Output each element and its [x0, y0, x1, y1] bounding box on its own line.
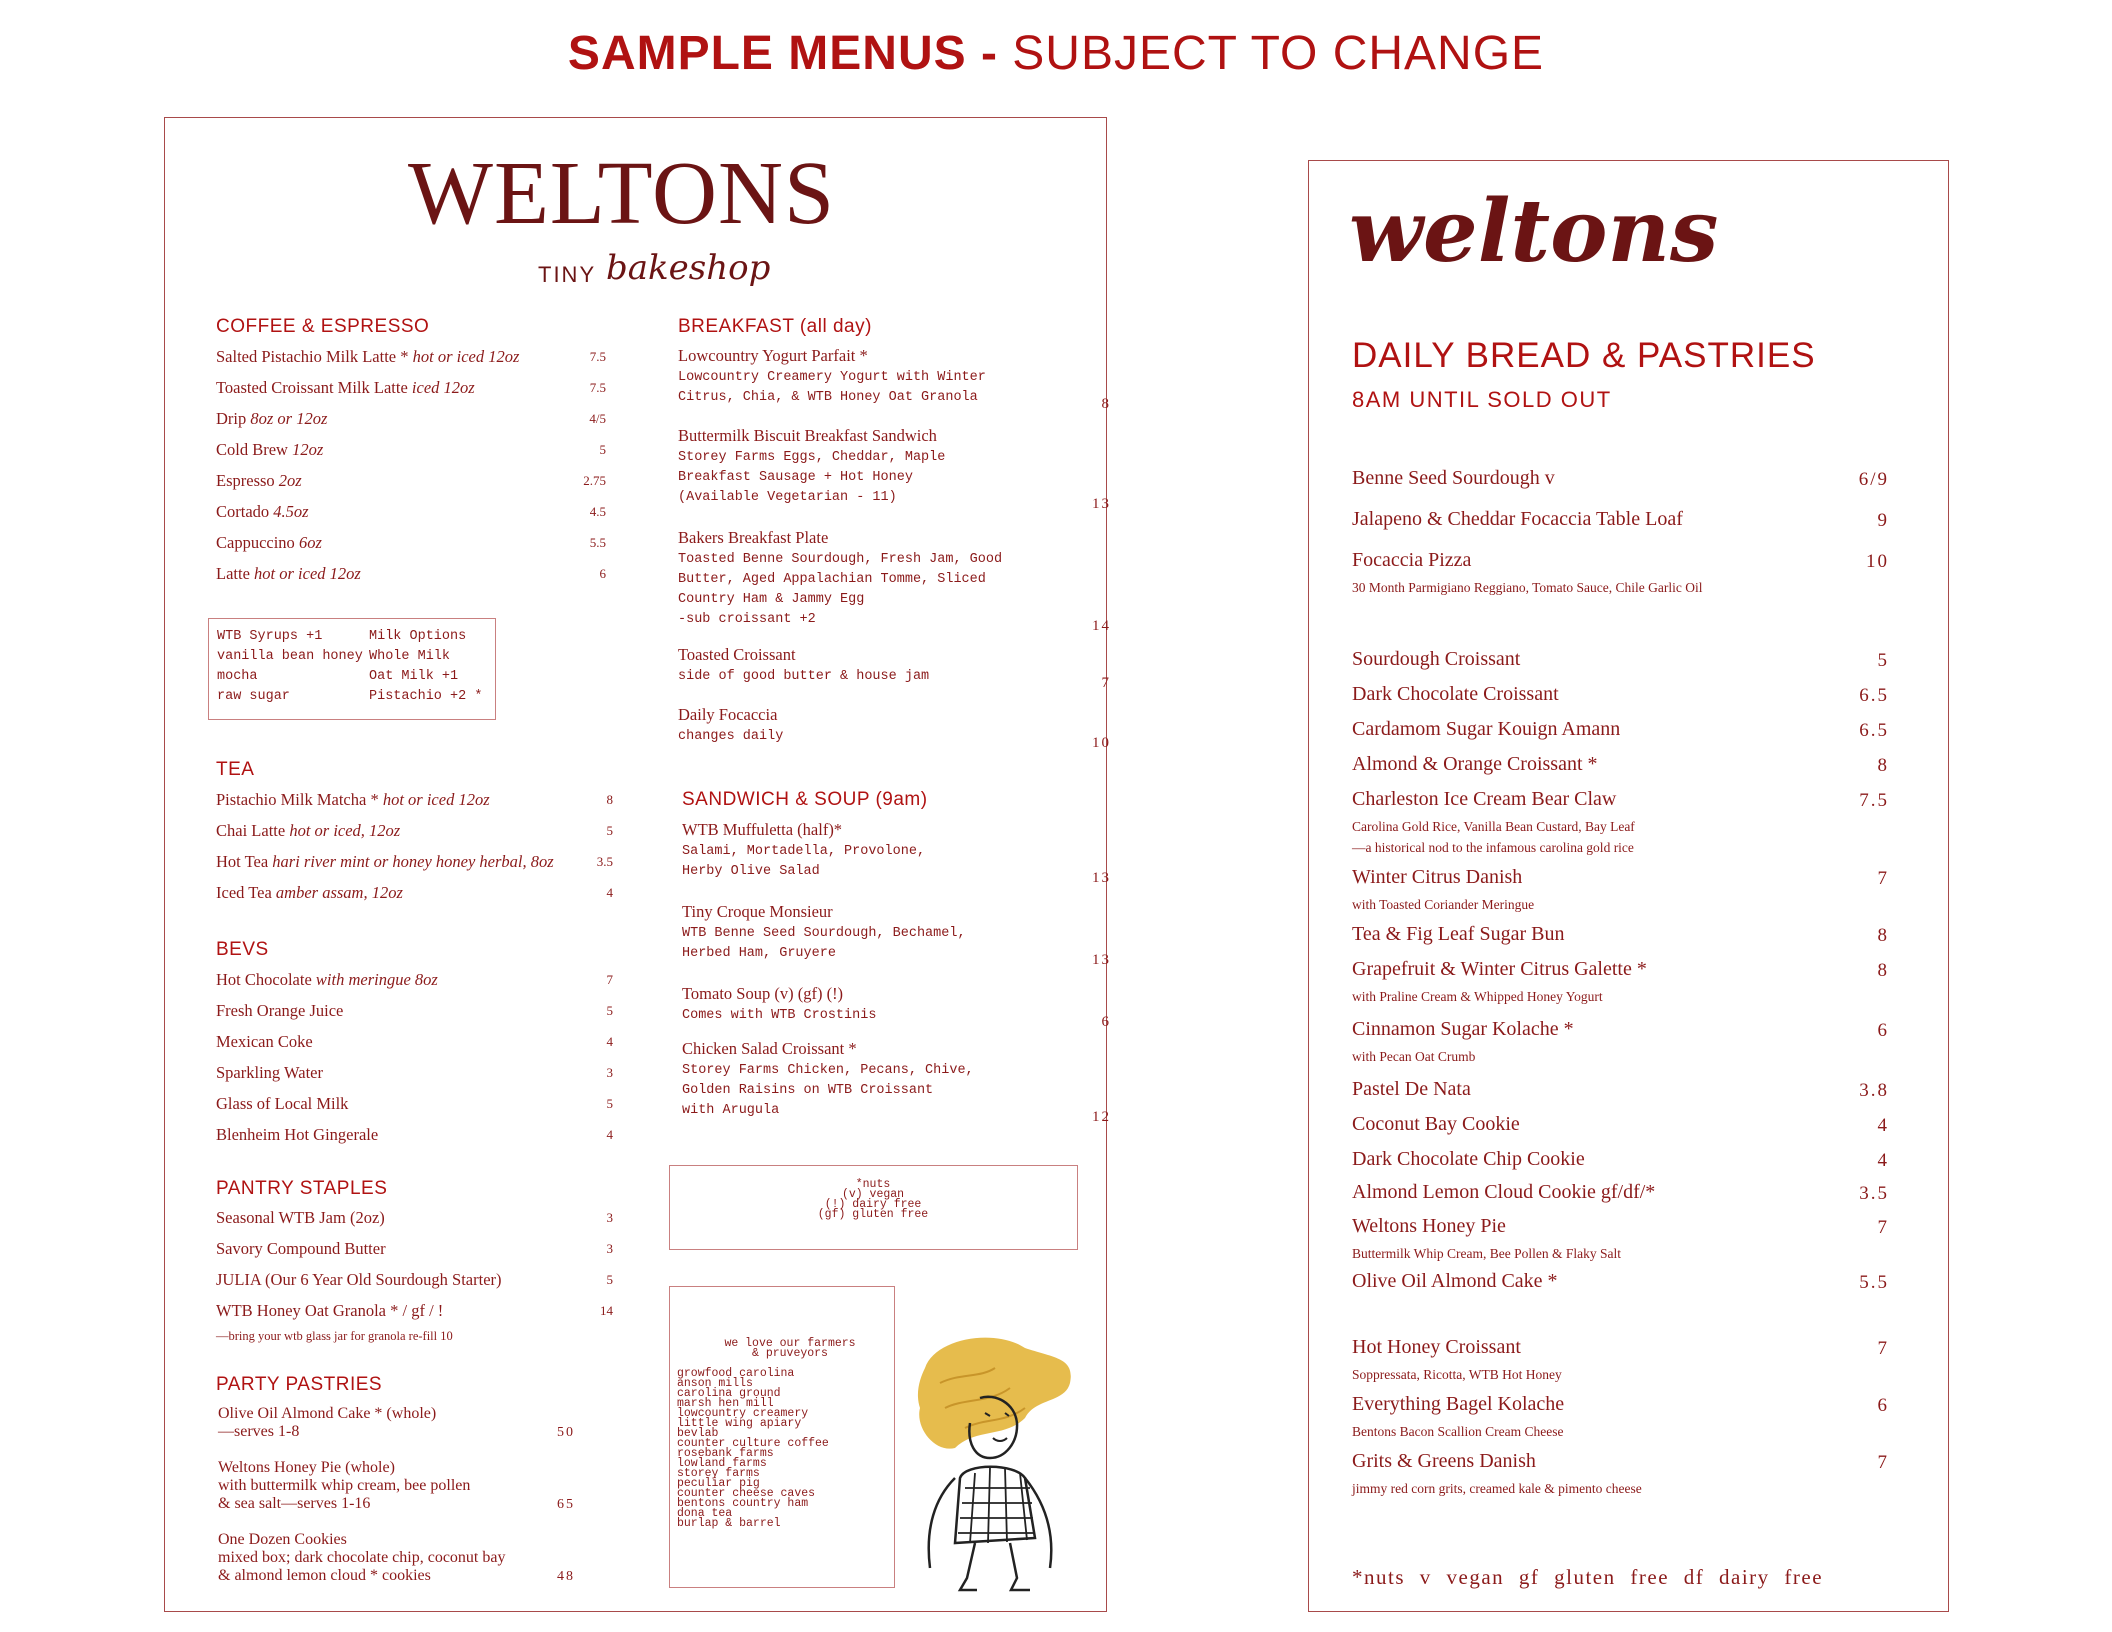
menu-item — [216, 1094, 348, 1114]
pastry-desc: 30 Month Parmigiano Reggiano, Tomato Sauce, Chile Garlic Oil — [1352, 580, 1703, 595]
section-breakfast-heading: BREAKFAST (all day) — [678, 316, 872, 337]
menu-item — [216, 1001, 343, 1021]
menu-item — [216, 440, 323, 460]
page-title — [0, 26, 2112, 81]
item-name: Hot Chocolate — [216, 970, 316, 989]
item-note: amber assam, 12oz — [275, 883, 403, 902]
pastry-desc: Bentons Bacon Scallion Cream Cheese — [1352, 1424, 1564, 1439]
pastry-price: 4 — [1877, 1115, 1889, 1136]
pastry-name: Charleston Ice Cream Bear Claw — [1352, 788, 1617, 810]
options-box — [208, 618, 496, 720]
daily-bread-heading: DAILY BREAD & PASTRIES — [1352, 336, 1816, 375]
item-name: Iced Tea — [216, 883, 276, 902]
menu-item — [216, 1301, 443, 1321]
pastry-name: Tea & Fig Leaf Sugar Bun — [1352, 923, 1565, 945]
party-item-price: 50 — [557, 1425, 575, 1440]
item-note: 4.5oz — [273, 502, 309, 521]
menu-item-desc: side of good butter & house jam — [678, 669, 930, 684]
item-price: 5 — [606, 823, 613, 838]
item-note: iced 12oz — [411, 378, 475, 397]
item-name: Latte — [216, 564, 255, 583]
item-price: 2.75 — [583, 473, 606, 488]
menu-item-price: 6 — [1101, 1014, 1111, 1030]
item-note: hot or iced, 12oz — [289, 821, 401, 840]
pastry-desc-note: —a historical nod to the infamous carolina gold rice — [1352, 840, 1634, 855]
item-price: 5.5 — [589, 535, 606, 550]
pastry-name: Pastel De Nata — [1352, 1078, 1471, 1100]
menu-item — [216, 1063, 323, 1083]
pastry-price: 8 — [1877, 925, 1889, 946]
logo-script: bakeshop — [606, 248, 771, 288]
item-price: 3.5 — [596, 854, 613, 869]
pastry-desc: with Pecan Oat Crumb — [1352, 1049, 1476, 1064]
item-note: 8oz or 12oz — [250, 409, 328, 428]
item-note: with meringue 8oz — [315, 970, 438, 989]
menu-left — [164, 117, 1111, 1612]
item-name: WTB Honey Oat Granola * / gf / ! — [216, 1301, 444, 1320]
menu-item — [216, 471, 302, 491]
menu-item-price: 8 — [1101, 396, 1111, 412]
item-name: Savory Compound Butter — [216, 1239, 386, 1258]
pastry-name: Benne Seed Sourdough v — [1352, 467, 1555, 489]
party-item-line: & sea salt—serves 1-16 — [218, 1495, 371, 1512]
weltons-logo: WELTONS — [408, 144, 836, 243]
menu-item-desc: Comes with WTB Crostinis — [682, 1008, 877, 1023]
item-name: Pistachio Milk Matcha * — [216, 790, 383, 809]
menu-item-desc: changes daily — [678, 729, 784, 744]
section-bevs-heading: BEVS — [216, 939, 269, 960]
item-name: Cappuccino — [216, 533, 299, 552]
item-name: Seasonal WTB Jam (2oz) — [216, 1208, 385, 1227]
menu-item-name: Tomato Soup (v) (gf) (!) — [682, 984, 844, 1003]
item-price: 5 — [599, 442, 606, 457]
item-note: hot or iced 12oz — [382, 790, 490, 809]
item-name: Drip — [216, 409, 251, 428]
item-name: Glass of Local Milk — [216, 1094, 349, 1113]
pastry-name: Everything Bagel Kolache — [1352, 1393, 1565, 1415]
dietary-key: *nuts (v) vegan (!) dairy free (gf) gluten free — [817, 1178, 929, 1221]
item-name: Fresh Orange Juice — [216, 1001, 344, 1020]
pastry-price: 9 — [1877, 510, 1889, 531]
menu-item — [216, 1270, 502, 1290]
pastry-name: Focaccia Pizza — [1352, 549, 1472, 571]
item-price: 4.5 — [589, 504, 606, 519]
item-note: hot or iced 12oz — [254, 564, 361, 583]
pastry-price: 6.5 — [1859, 720, 1889, 741]
pastry-price: 6.5 — [1859, 685, 1889, 706]
pastry-name: Dark Chocolate Croissant — [1352, 683, 1559, 705]
menu-item-price: 13 — [1092, 496, 1111, 512]
item-price: 5 — [606, 1003, 613, 1018]
page-title-bold: SAMPLE MENUS - — [567, 27, 998, 80]
item-name: Toasted Croissant Milk Latte — [216, 378, 412, 397]
menu-item-name: WTB Muffuletta (half)* — [682, 820, 843, 839]
pastry-price: 4 — [1877, 1150, 1889, 1171]
item-name: Cold Brew — [216, 440, 293, 459]
menu-item-name: Bakers Breakfast Plate — [678, 528, 829, 547]
item-name: JULIA (Our 6 Year Old Sourdough Starter) — [216, 1270, 502, 1289]
menu-item-name: Buttermilk Biscuit Breakfast Sandwich — [678, 426, 937, 445]
item-price: 7.5 — [589, 380, 606, 395]
party-item-line: mixed box; dark chocolate chip, coconut bay — [218, 1549, 506, 1566]
item-price: 4 — [606, 1127, 613, 1142]
party-item-line: —serves 1-8 — [218, 1423, 300, 1440]
item-name: Espresso — [216, 471, 279, 490]
pastry-price: 6/9 — [1858, 469, 1889, 490]
menu-item-price: 13 — [1092, 870, 1111, 886]
daily-bread-subheading: 8AM UNTIL SOLD OUT — [1352, 387, 1612, 412]
pastry-name: Dark Chocolate Chip Cookie — [1352, 1148, 1585, 1170]
menu-item — [216, 1239, 386, 1259]
item-name: Cortado — [216, 502, 274, 521]
pastry-name: Almond & Orange Croissant * — [1352, 753, 1598, 775]
pastry-desc: with Praline Cream & Whipped Honey Yogurt — [1352, 989, 1603, 1004]
menu-item-desc: WTB Benne Seed Sourdough, Bechamel, Herbed Ham, Gruyere — [682, 926, 966, 961]
menu-item — [216, 883, 403, 903]
pastry-desc: Carolina Gold Rice, Vanilla Bean Custard, Bay Leaf — [1352, 819, 1635, 834]
girl-with-bread-illustration — [905, 1328, 1085, 1603]
pastry-name: Sourdough Croissant — [1352, 648, 1521, 670]
item-price: 14 — [600, 1303, 613, 1318]
pastry-name: Olive Oil Almond Cake * — [1352, 1270, 1558, 1292]
pastry-name: Grapefruit & Winter Citrus Galette * — [1352, 958, 1647, 980]
dietary-key-box — [669, 1165, 1078, 1250]
party-item-line: Weltons Honey Pie (whole) — [218, 1459, 395, 1476]
menu-right — [1308, 160, 1949, 1612]
pastry-price: 7 — [1877, 868, 1889, 889]
item-note: 2oz — [278, 471, 302, 490]
menu-item — [216, 409, 327, 429]
item-note: 12oz — [292, 440, 324, 459]
pastry-desc: Soppressata, Ricotta, WTB Hot Honey — [1352, 1367, 1562, 1382]
pastry-name: Grits & Greens Danish — [1352, 1450, 1536, 1472]
pastry-price: 3.5 — [1859, 1183, 1889, 1204]
pastry-desc: jimmy red corn grits, creamed kale & pimento cheese — [1352, 1481, 1642, 1496]
menu-item-desc: Toasted Benne Sourdough, Fresh Jam, Good Butter, Aged Appalachian Tomme, Sliced Country Ham & Jammy Egg -sub croissant +2 — [678, 552, 1003, 627]
item-price: 7 — [606, 972, 613, 987]
menu-item — [216, 852, 554, 872]
pastry-price: 7.5 — [1859, 790, 1889, 811]
pastry-name: Cardamom Sugar Kouign Amann — [1352, 718, 1621, 740]
weltons-script-logo: weltons — [1349, 181, 1719, 282]
menu-item-name: Tiny Croque Monsieur — [682, 902, 833, 921]
item-price: 4 — [606, 1034, 613, 1049]
item-name: Blenheim Hot Gingerale — [216, 1125, 379, 1144]
farmers-title: we love our farmers & pruveyors — [724, 1337, 856, 1360]
menu-item-price: 14 — [1092, 618, 1111, 634]
milk-options-list: Milk Options Whole Milk Oat Milk +1 Pistachio +2 * — [369, 629, 483, 704]
party-item-price: 48 — [557, 1569, 575, 1584]
menu-item-desc: Storey Farms Eggs, Cheddar, Maple Breakfast Sausage + Hot Honey (Available Vegetarian - 11) — [678, 450, 946, 505]
item-name: Salted Pistachio Milk Latte * — [216, 347, 413, 366]
party-item-line: One Dozen Cookies — [218, 1531, 347, 1548]
pastry-price: 3.8 — [1859, 1080, 1889, 1101]
menu-item — [216, 378, 475, 398]
pastry-price: 6 — [1877, 1395, 1889, 1416]
item-price: 5 — [606, 1272, 613, 1287]
item-note: 6oz — [298, 533, 322, 552]
pastry-price: 5.5 — [1859, 1272, 1889, 1293]
menu-item — [216, 821, 400, 841]
party-item-line: Olive Oil Almond Cake * (whole) — [218, 1405, 437, 1422]
pastry-desc: Buttermilk Whip Cream, Bee Pollen & Flaky Salt — [1352, 1246, 1621, 1261]
menu-item-desc: Salami, Mortadella, Provolone, Herby Olive Salad — [682, 844, 926, 879]
menu-item-price: 7 — [1101, 675, 1111, 691]
menu-item — [216, 1032, 313, 1052]
pastry-price: 7 — [1877, 1452, 1889, 1473]
item-price: 4/5 — [589, 411, 606, 426]
menu-item — [216, 564, 361, 584]
section-coffee-heading: COFFEE & ESPRESSO — [216, 316, 430, 337]
item-price: 3 — [606, 1210, 613, 1225]
pastry-name: Coconut Bay Cookie — [1352, 1113, 1520, 1135]
pastry-name: Hot Honey Croissant — [1352, 1336, 1521, 1358]
section-sandwich-heading: SANDWICH & SOUP (9am) — [682, 789, 928, 810]
section-pantry-heading: PANTRY STAPLES — [216, 1178, 388, 1199]
pastry-price: 7 — [1877, 1217, 1889, 1238]
menu-item — [216, 347, 519, 367]
menu-item — [216, 502, 309, 522]
menu-item — [216, 1208, 385, 1228]
party-item-price: 65 — [557, 1497, 575, 1512]
menu-item-price: 12 — [1092, 1109, 1111, 1125]
dietary-footer: *nuts v vegan gf gluten free df dairy free — [1352, 1565, 1824, 1589]
menu-item-desc: Storey Farms Chicken, Pecans, Chive, Golden Raisins on WTB Croissant with Arugula — [682, 1063, 974, 1118]
item-price: 7.5 — [589, 349, 606, 364]
menu-item-name: Toasted Croissant — [678, 645, 796, 664]
item-name: Mexican Coke — [216, 1032, 313, 1051]
menu-item-name: Lowcountry Yogurt Parfait * — [678, 346, 868, 365]
menu-item-name: Chicken Salad Croissant * — [682, 1039, 857, 1058]
item-price: 3 — [606, 1241, 613, 1256]
item-note: hot or iced 12oz — [412, 347, 520, 366]
menu-item-price: 10 — [1092, 735, 1111, 751]
item-price: 8 — [606, 792, 613, 807]
page-title-rest: SUBJECT TO CHANGE — [997, 27, 1545, 80]
granola-note: —bring your wtb glass jar for granola re-fill 10 — [216, 1329, 453, 1343]
logo-tiny: TINY — [538, 262, 597, 287]
menu-item — [216, 533, 322, 553]
pastry-name: Almond Lemon Cloud Cookie gf/df/* — [1352, 1181, 1656, 1203]
item-price: 6 — [599, 566, 606, 581]
pastry-price: 7 — [1877, 1338, 1889, 1359]
menu-item-name: Daily Focaccia — [678, 705, 778, 724]
party-item-line: & almond lemon cloud * cookies — [218, 1567, 431, 1584]
menu-item — [216, 790, 490, 810]
pastry-price: 8 — [1877, 755, 1889, 776]
syrups-list: WTB Syrups +1 vanilla bean honey mocha raw sugar — [217, 629, 363, 704]
pastry-name: Weltons Honey Pie — [1352, 1215, 1506, 1237]
item-name: Chai Latte — [216, 821, 290, 840]
item-name: Hot Tea — [216, 852, 273, 871]
item-price: 3 — [606, 1065, 613, 1080]
pastry-price: 10 — [1866, 551, 1889, 572]
pastry-name: Winter Citrus Danish — [1352, 866, 1523, 888]
pastry-price: 6 — [1877, 1020, 1889, 1041]
section-party-heading: PARTY PASTRIES — [216, 1374, 383, 1395]
party-item-line: with buttermilk whip cream, bee pollen — [218, 1477, 471, 1494]
item-price: 4 — [606, 885, 613, 900]
menu-item — [216, 970, 438, 990]
item-price: 5 — [606, 1096, 613, 1111]
farmers-list: growfood carolina anson mills carolina ground marsh hen mill lowcountry creamery little wing apiary bevlab counter culture coffee rosebank farms lowland farms storey farms peculiar pig counter cheese caves bentons country ham dona tea burlap & barrel — [677, 1367, 829, 1530]
farmers-box — [669, 1286, 895, 1588]
pastry-price: 5 — [1877, 650, 1889, 671]
item-note: hari river mint or honey honey herbal, 8oz — [272, 852, 554, 871]
pastry-name: Jalapeno & Cheddar Focaccia Table Loaf — [1352, 508, 1683, 530]
menu-item — [216, 1125, 378, 1145]
menu-item-desc: Lowcountry Creamery Yogurt with Winter Citrus, Chia, & WTB Honey Oat Granola — [678, 370, 986, 405]
pastry-price: 8 — [1877, 960, 1889, 981]
section-tea-heading: TEA — [216, 759, 255, 780]
menu-item-price: 13 — [1092, 952, 1111, 968]
pastry-desc: with Toasted Coriander Meringue — [1352, 897, 1535, 912]
pastry-name: Cinnamon Sugar Kolache * — [1352, 1018, 1574, 1040]
item-name: Sparkling Water — [216, 1063, 323, 1082]
